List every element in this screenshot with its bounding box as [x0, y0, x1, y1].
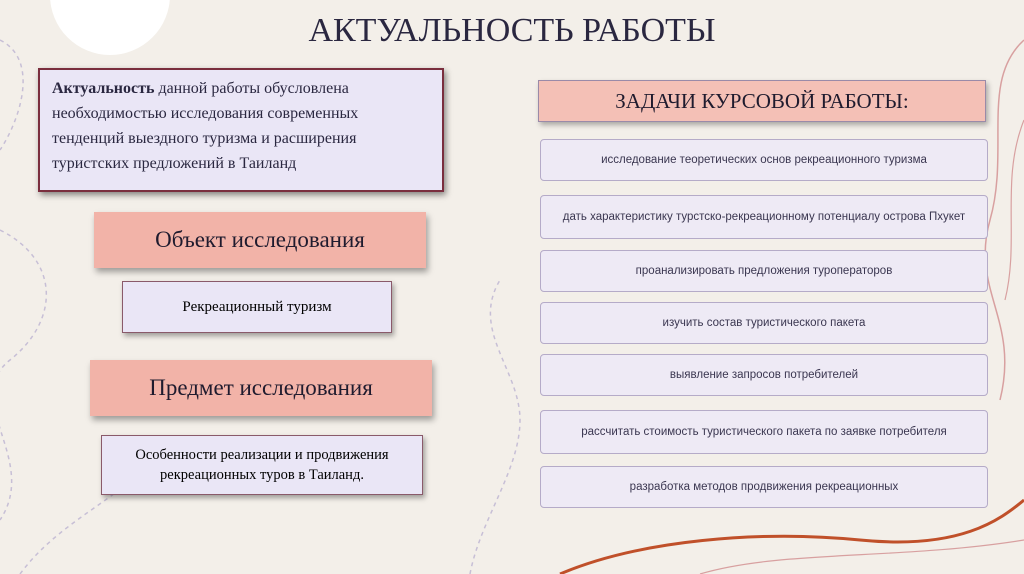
- actuality-bold-label: Актуальность: [52, 80, 155, 97]
- subject-heading: Предмет исследования: [90, 360, 432, 416]
- task-item: разработка методов продвижения рекреационных: [540, 466, 988, 508]
- tasks-heading: ЗАДАЧИ КУРСОВОЙ РАБОТЫ:: [538, 80, 986, 122]
- object-value: Рекреационный туризм: [122, 281, 392, 333]
- subject-value: Особенности реализации и продвижения рекреационных туров в Таиланд.: [101, 435, 423, 495]
- page-title: АКТУАЛЬНОСТЬ РАБОТЫ: [308, 12, 716, 49]
- actuality-text: данной работы обусловлена необходимостью исследования современных тенденций выездного туризма и расширения туристских предложений в Таиланд: [52, 80, 359, 172]
- task-item: дать характеристику турстско-рекреационному потенциалу острова Пхукет: [540, 195, 988, 239]
- task-item: проанализировать предложения туроператоров: [540, 250, 988, 292]
- task-item: выявление запросов потребителей: [540, 354, 988, 396]
- task-item: исследование теоретических основ рекреационного туризма: [540, 139, 988, 181]
- task-item: изучить состав туристического пакета: [540, 302, 988, 344]
- object-heading: Объект исследования: [94, 212, 426, 268]
- task-item: рассчитать стоимость туристического пакета по заявке потребителя: [540, 410, 988, 454]
- actuality-box: [38, 68, 444, 192]
